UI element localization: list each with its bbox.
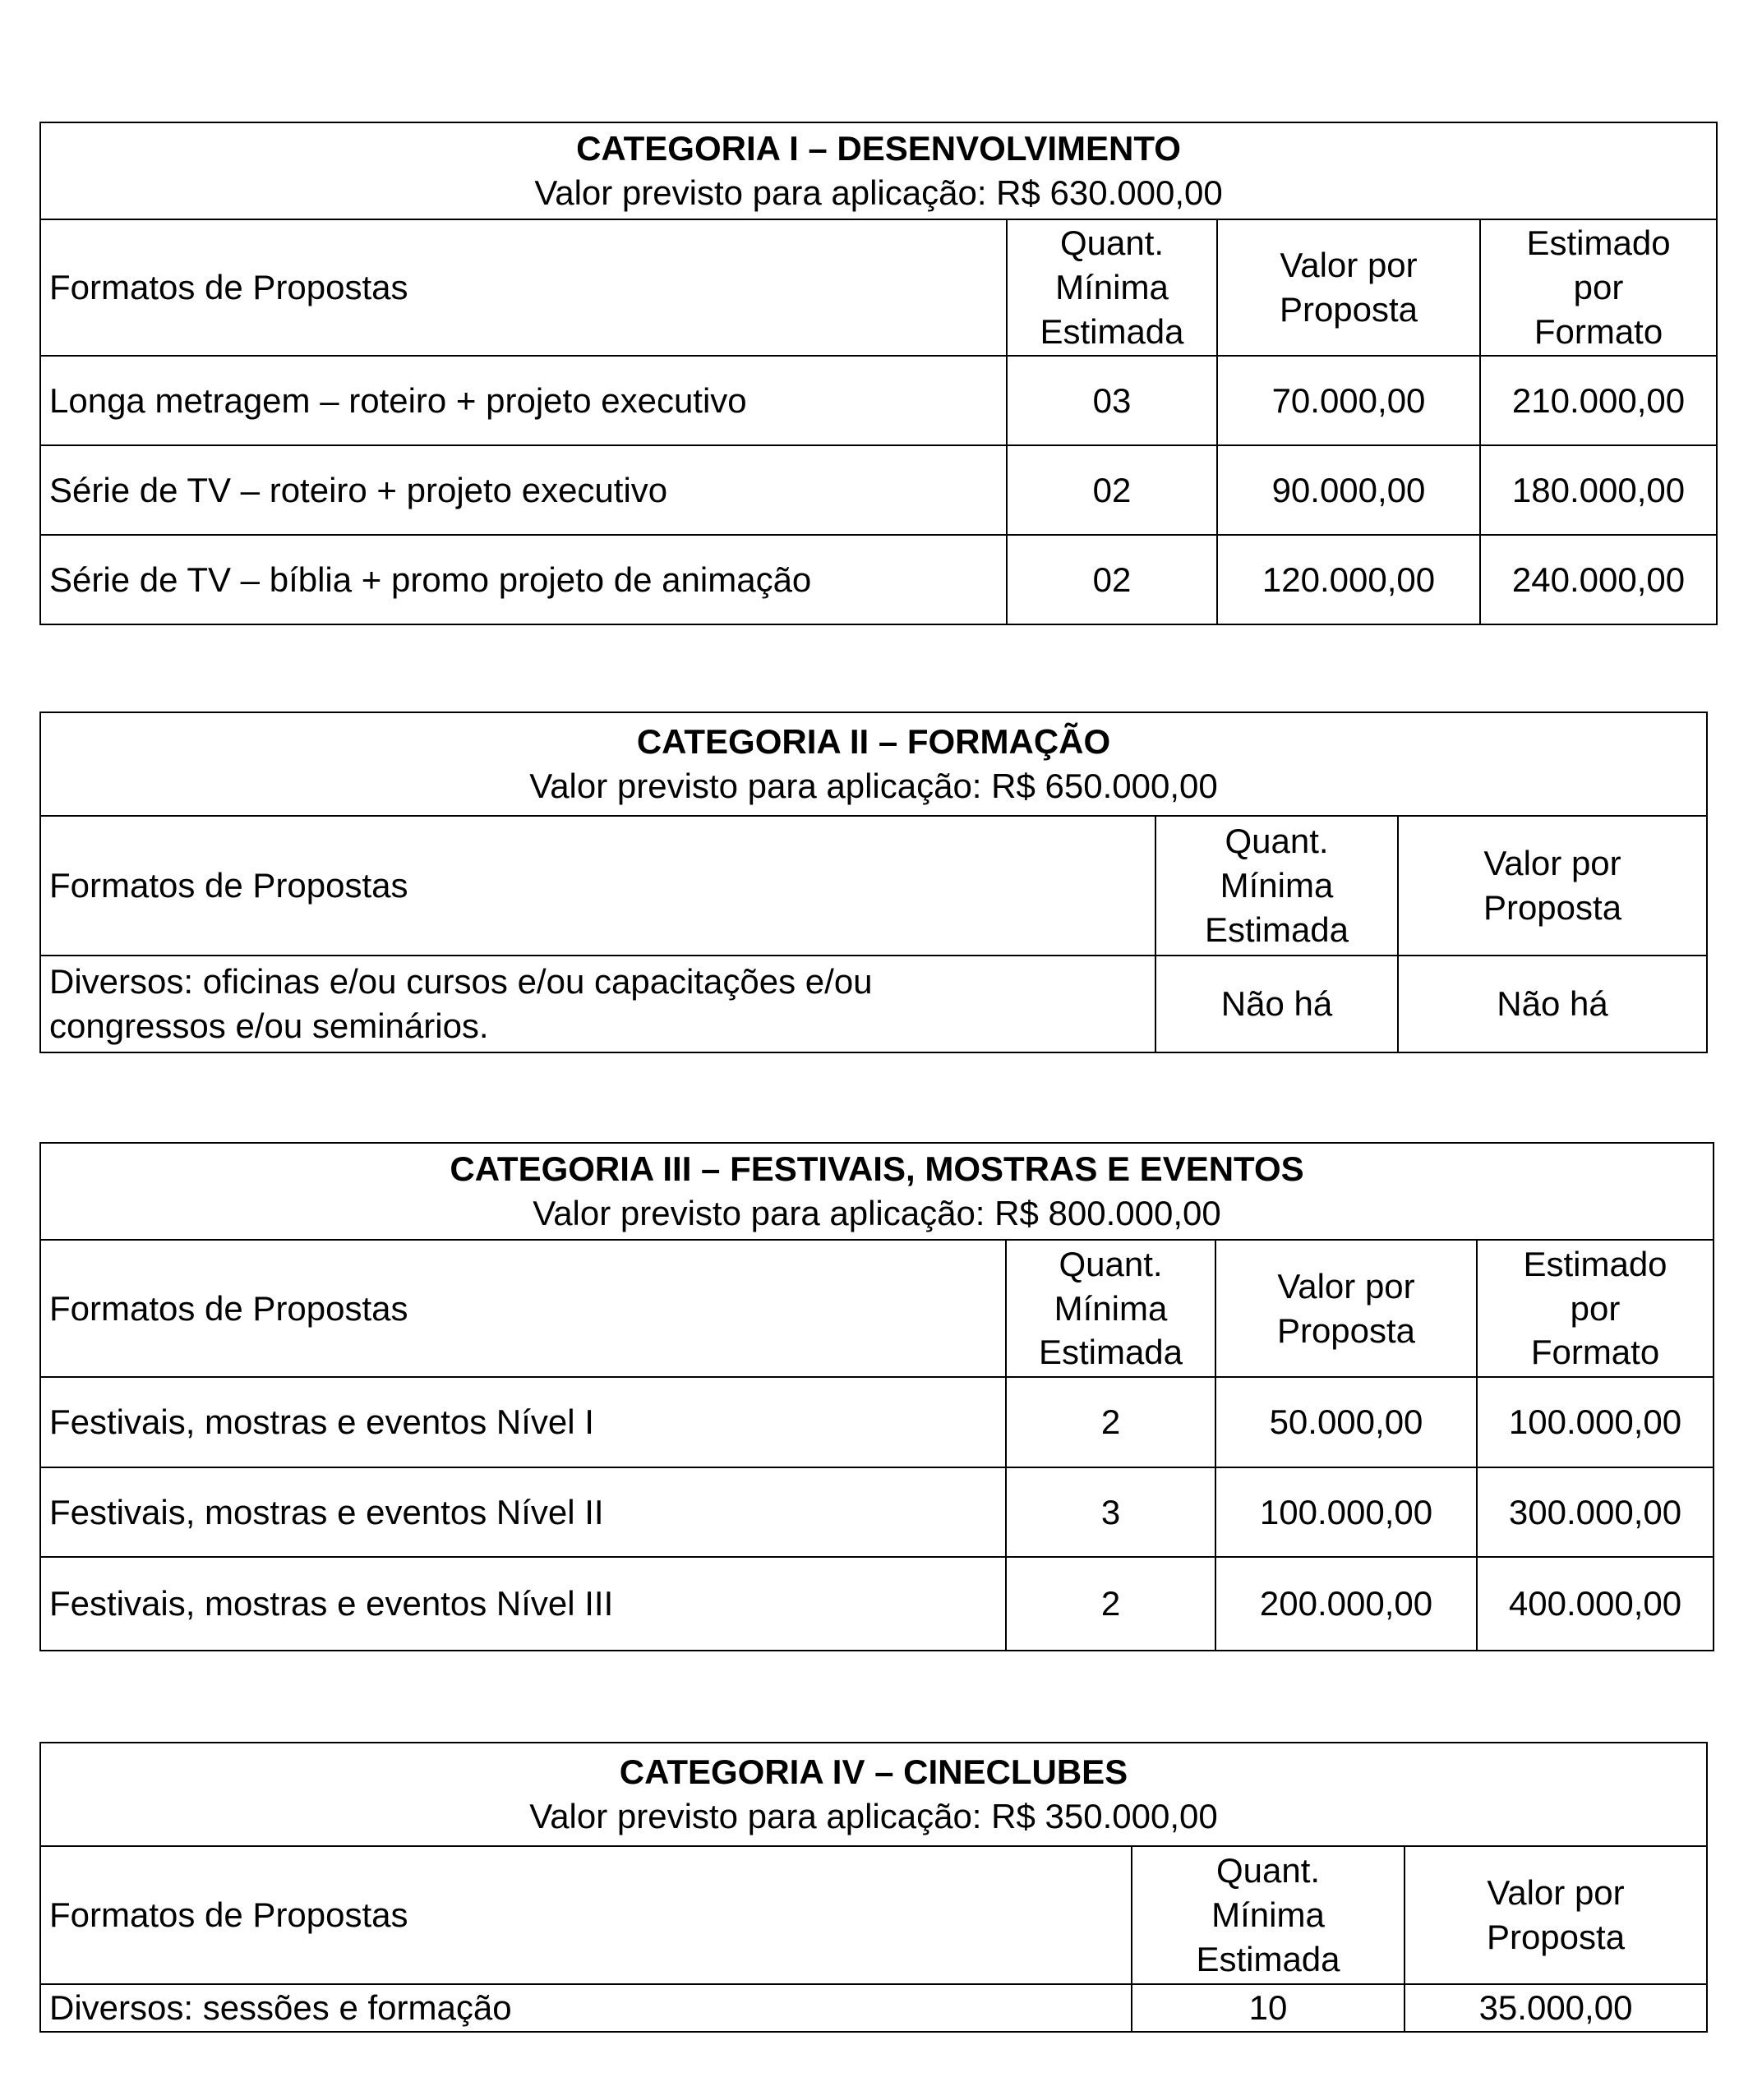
header-value bbox=[1405, 1846, 1707, 1984]
category-title: CATEGORIA IV – CINECLUBES bbox=[619, 1752, 1128, 1792]
table-row bbox=[40, 1377, 1714, 1467]
header-line: Mínima bbox=[1054, 1288, 1168, 1328]
row-quant: 2 bbox=[1006, 1377, 1215, 1467]
category-header bbox=[40, 1143, 1714, 1240]
table-row bbox=[40, 535, 1717, 624]
row-format: Longa metragem – roteiro + projeto executivo bbox=[40, 356, 1007, 445]
row-value: 50.000,00 bbox=[1215, 1377, 1477, 1467]
row-estimated: 400.000,00 bbox=[1477, 1557, 1714, 1651]
row-quant: 10 bbox=[1132, 1984, 1405, 2032]
category-title: CATEGORIA III – FESTIVAIS, MOSTRAS E EVENTOS bbox=[450, 1149, 1304, 1189]
category-1-table bbox=[39, 122, 1718, 625]
header-line: Quant. bbox=[1215, 1851, 1321, 1890]
row-value: 70.000,00 bbox=[1217, 356, 1480, 445]
row-quant: Não há bbox=[1155, 956, 1398, 1052]
row-format bbox=[40, 956, 1155, 1052]
row-quant: 02 bbox=[1007, 535, 1217, 624]
header-line: Estimada bbox=[1204, 910, 1349, 949]
row-value: 100.000,00 bbox=[1215, 1467, 1477, 1557]
header-quant bbox=[1155, 816, 1398, 956]
row-estimated: 300.000,00 bbox=[1477, 1467, 1714, 1557]
row-quant: 02 bbox=[1007, 445, 1217, 535]
header-value bbox=[1215, 1240, 1477, 1377]
header-line: Quant. bbox=[1225, 822, 1329, 861]
row-value: Não há bbox=[1398, 956, 1707, 1052]
header-line: Proposta bbox=[1279, 290, 1418, 329]
header-line: Estimada bbox=[1196, 1939, 1340, 1978]
header-line: Proposta bbox=[1486, 1918, 1626, 1956]
row-format: Série de TV – roteiro + projeto executivo bbox=[40, 445, 1007, 535]
row-format: Série de TV – bíblia + promo projeto de animação bbox=[40, 535, 1007, 624]
row-format-line: Diversos: oficinas e/ou cursos e/ou capacitações e/ou bbox=[49, 962, 873, 1002]
header-line: Quant. bbox=[1059, 223, 1165, 263]
header-quant bbox=[1132, 1846, 1405, 1984]
header-line: Estimado bbox=[1526, 223, 1671, 263]
category-title: CATEGORIA II – FORMAÇÃO bbox=[636, 722, 1111, 762]
header-line: Formato bbox=[1530, 1333, 1660, 1372]
row-estimated: 180.000,00 bbox=[1480, 445, 1717, 535]
header-line: Formato bbox=[1534, 311, 1663, 351]
table-row bbox=[40, 1557, 1714, 1651]
row-value: 200.000,00 bbox=[1215, 1557, 1477, 1651]
category-title: CATEGORIA I – DESENVOLVIMENTO bbox=[576, 129, 1181, 168]
header-line: Quant. bbox=[1059, 1244, 1163, 1283]
category-header bbox=[40, 122, 1717, 219]
category-subtitle: Valor previsto para aplicação: R$ 650.000,00 bbox=[529, 767, 1218, 805]
table-row bbox=[40, 1984, 1707, 2032]
row-quant: 03 bbox=[1007, 356, 1217, 445]
category-header bbox=[40, 1743, 1707, 1846]
header-quant bbox=[1007, 219, 1217, 356]
row-value: 120.000,00 bbox=[1217, 535, 1480, 624]
header-estimated bbox=[1480, 219, 1717, 356]
row-quant: 3 bbox=[1006, 1467, 1215, 1557]
row-quant: 2 bbox=[1006, 1557, 1215, 1651]
row-format: Diversos: sessões e formação bbox=[40, 1984, 1132, 2032]
header-line: Estimada bbox=[1040, 311, 1184, 351]
row-value: 35.000,00 bbox=[1405, 1984, 1707, 2032]
header-formats: Formatos de Propostas bbox=[40, 219, 1007, 356]
category-subtitle: Valor previsto para aplicação: R$ 630.000,00 bbox=[534, 173, 1223, 212]
row-format: Festivais, mostras e eventos Nível III bbox=[40, 1557, 1006, 1651]
row-value: 90.000,00 bbox=[1217, 445, 1480, 535]
category-subtitle: Valor previsto para aplicação: R$ 350.000,00 bbox=[529, 1797, 1218, 1835]
header-line: por bbox=[1573, 268, 1624, 307]
category-3-table bbox=[39, 1142, 1714, 1651]
header-line: Valor por bbox=[1487, 1873, 1625, 1913]
category-4-table bbox=[39, 1742, 1708, 2033]
header-line: Valor por bbox=[1483, 844, 1621, 883]
row-estimated: 240.000,00 bbox=[1480, 535, 1717, 624]
row-format: Festivais, mostras e eventos Nível II bbox=[40, 1467, 1006, 1557]
header-line: Proposta bbox=[1483, 888, 1622, 927]
table-row bbox=[40, 445, 1717, 535]
category-2-table bbox=[39, 712, 1708, 1053]
table-row bbox=[40, 956, 1707, 1052]
row-estimated: 100.000,00 bbox=[1477, 1377, 1714, 1467]
header-line: Valor por bbox=[1280, 246, 1418, 285]
header-line: Mínima bbox=[1211, 1895, 1325, 1935]
category-subtitle: Valor previsto para aplicação: R$ 800.000,00 bbox=[533, 1194, 1221, 1232]
category-header bbox=[40, 712, 1707, 816]
table-row bbox=[40, 1467, 1714, 1557]
header-formats: Formatos de Propostas bbox=[40, 1846, 1132, 1984]
header-value bbox=[1398, 816, 1707, 956]
header-estimated bbox=[1477, 1240, 1714, 1377]
header-line: Valor por bbox=[1277, 1266, 1415, 1306]
header-quant bbox=[1006, 1240, 1215, 1377]
row-format: Festivais, mostras e eventos Nível I bbox=[40, 1377, 1006, 1467]
header-value bbox=[1217, 219, 1480, 356]
row-format-line: congressos e/ou seminários. bbox=[49, 1006, 489, 1045]
row-estimated: 210.000,00 bbox=[1480, 356, 1717, 445]
header-line: Proposta bbox=[1276, 1310, 1416, 1350]
header-line: Mínima bbox=[1220, 866, 1334, 905]
header-formats: Formatos de Propostas bbox=[40, 816, 1155, 956]
header-line: Estimada bbox=[1038, 1333, 1183, 1372]
header-line: por bbox=[1570, 1288, 1621, 1328]
header-formats: Formatos de Propostas bbox=[40, 1240, 1006, 1377]
table-row bbox=[40, 356, 1717, 445]
header-line: Mínima bbox=[1055, 268, 1169, 307]
header-line: Estimado bbox=[1523, 1244, 1667, 1283]
